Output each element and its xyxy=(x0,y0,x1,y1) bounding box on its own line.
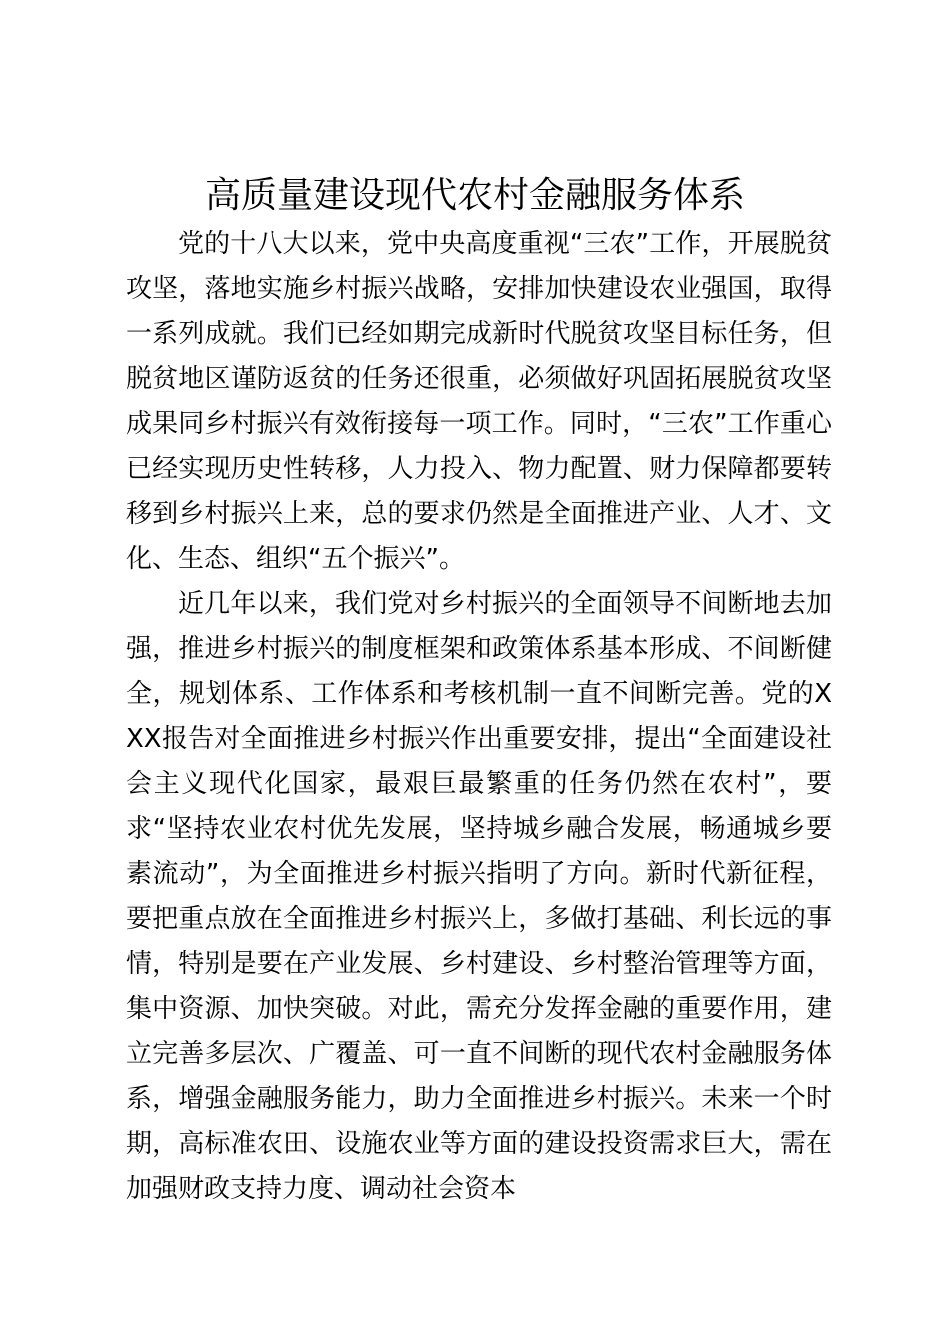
paragraph: 近几年以来，我们党对乡村振兴的全面领导不间断地去加强，推进乡村振兴的制度框架和政策体系基本形成、不间断健全，规划体系、工作体系和考核机制一直不间断完善。党的XXX报告对全面推进乡村振兴作出重要安排，提出“全面建设社会主义现代化国家，最艰巨最繁重的任务仍然在农村”，要求“坚持农业农村优先发展，坚持城乡融合发展，畅通城乡要素流动”，为全面推进乡村振兴指明了方向。新时代新征程，要把重点放在全面推进乡村振兴上，多做打基础、利长远的事情，特别是要在产业发展、乡村建设、乡村整治管理等方面，集中资源、加快突破。对此，需充分发挥金融的重要作用，建立完善多层次、广覆盖、可一直不间断的现代农村金融服务体系，增强金融服务能力，助力全面推进乡村振兴。未来一个时期，高标准农田、设施农业等方面的建设投资需求巨大，需在加强财政支持力度、调动社会资本 xyxy=(126,589,832,1204)
document-body xyxy=(126,222,832,1212)
document-title: 高质量建设现代农村金融服务体系 xyxy=(204,175,745,216)
paragraph: 党的十八大以来，党中央高度重视“三农”工作，开展脱贫攻坚，落地实施乡村振兴战略，安排加快建设农业强国，取得一系列成就。我们已经如期完成新时代脱贫攻坚目标任务，但脱贫地区谨防返贫的任务还很重，必须做好巩固拓展脱贫攻坚成果同乡村振兴有效衔接每一项工作。同时，“三农”工作重心已经实现历史性转移，人力投入、物力配置、财力保障都要转移到乡村振兴上来，总的要求仍然是全面推进产业、人才、文化、生态、组织“五个振兴”。 xyxy=(126,229,832,574)
